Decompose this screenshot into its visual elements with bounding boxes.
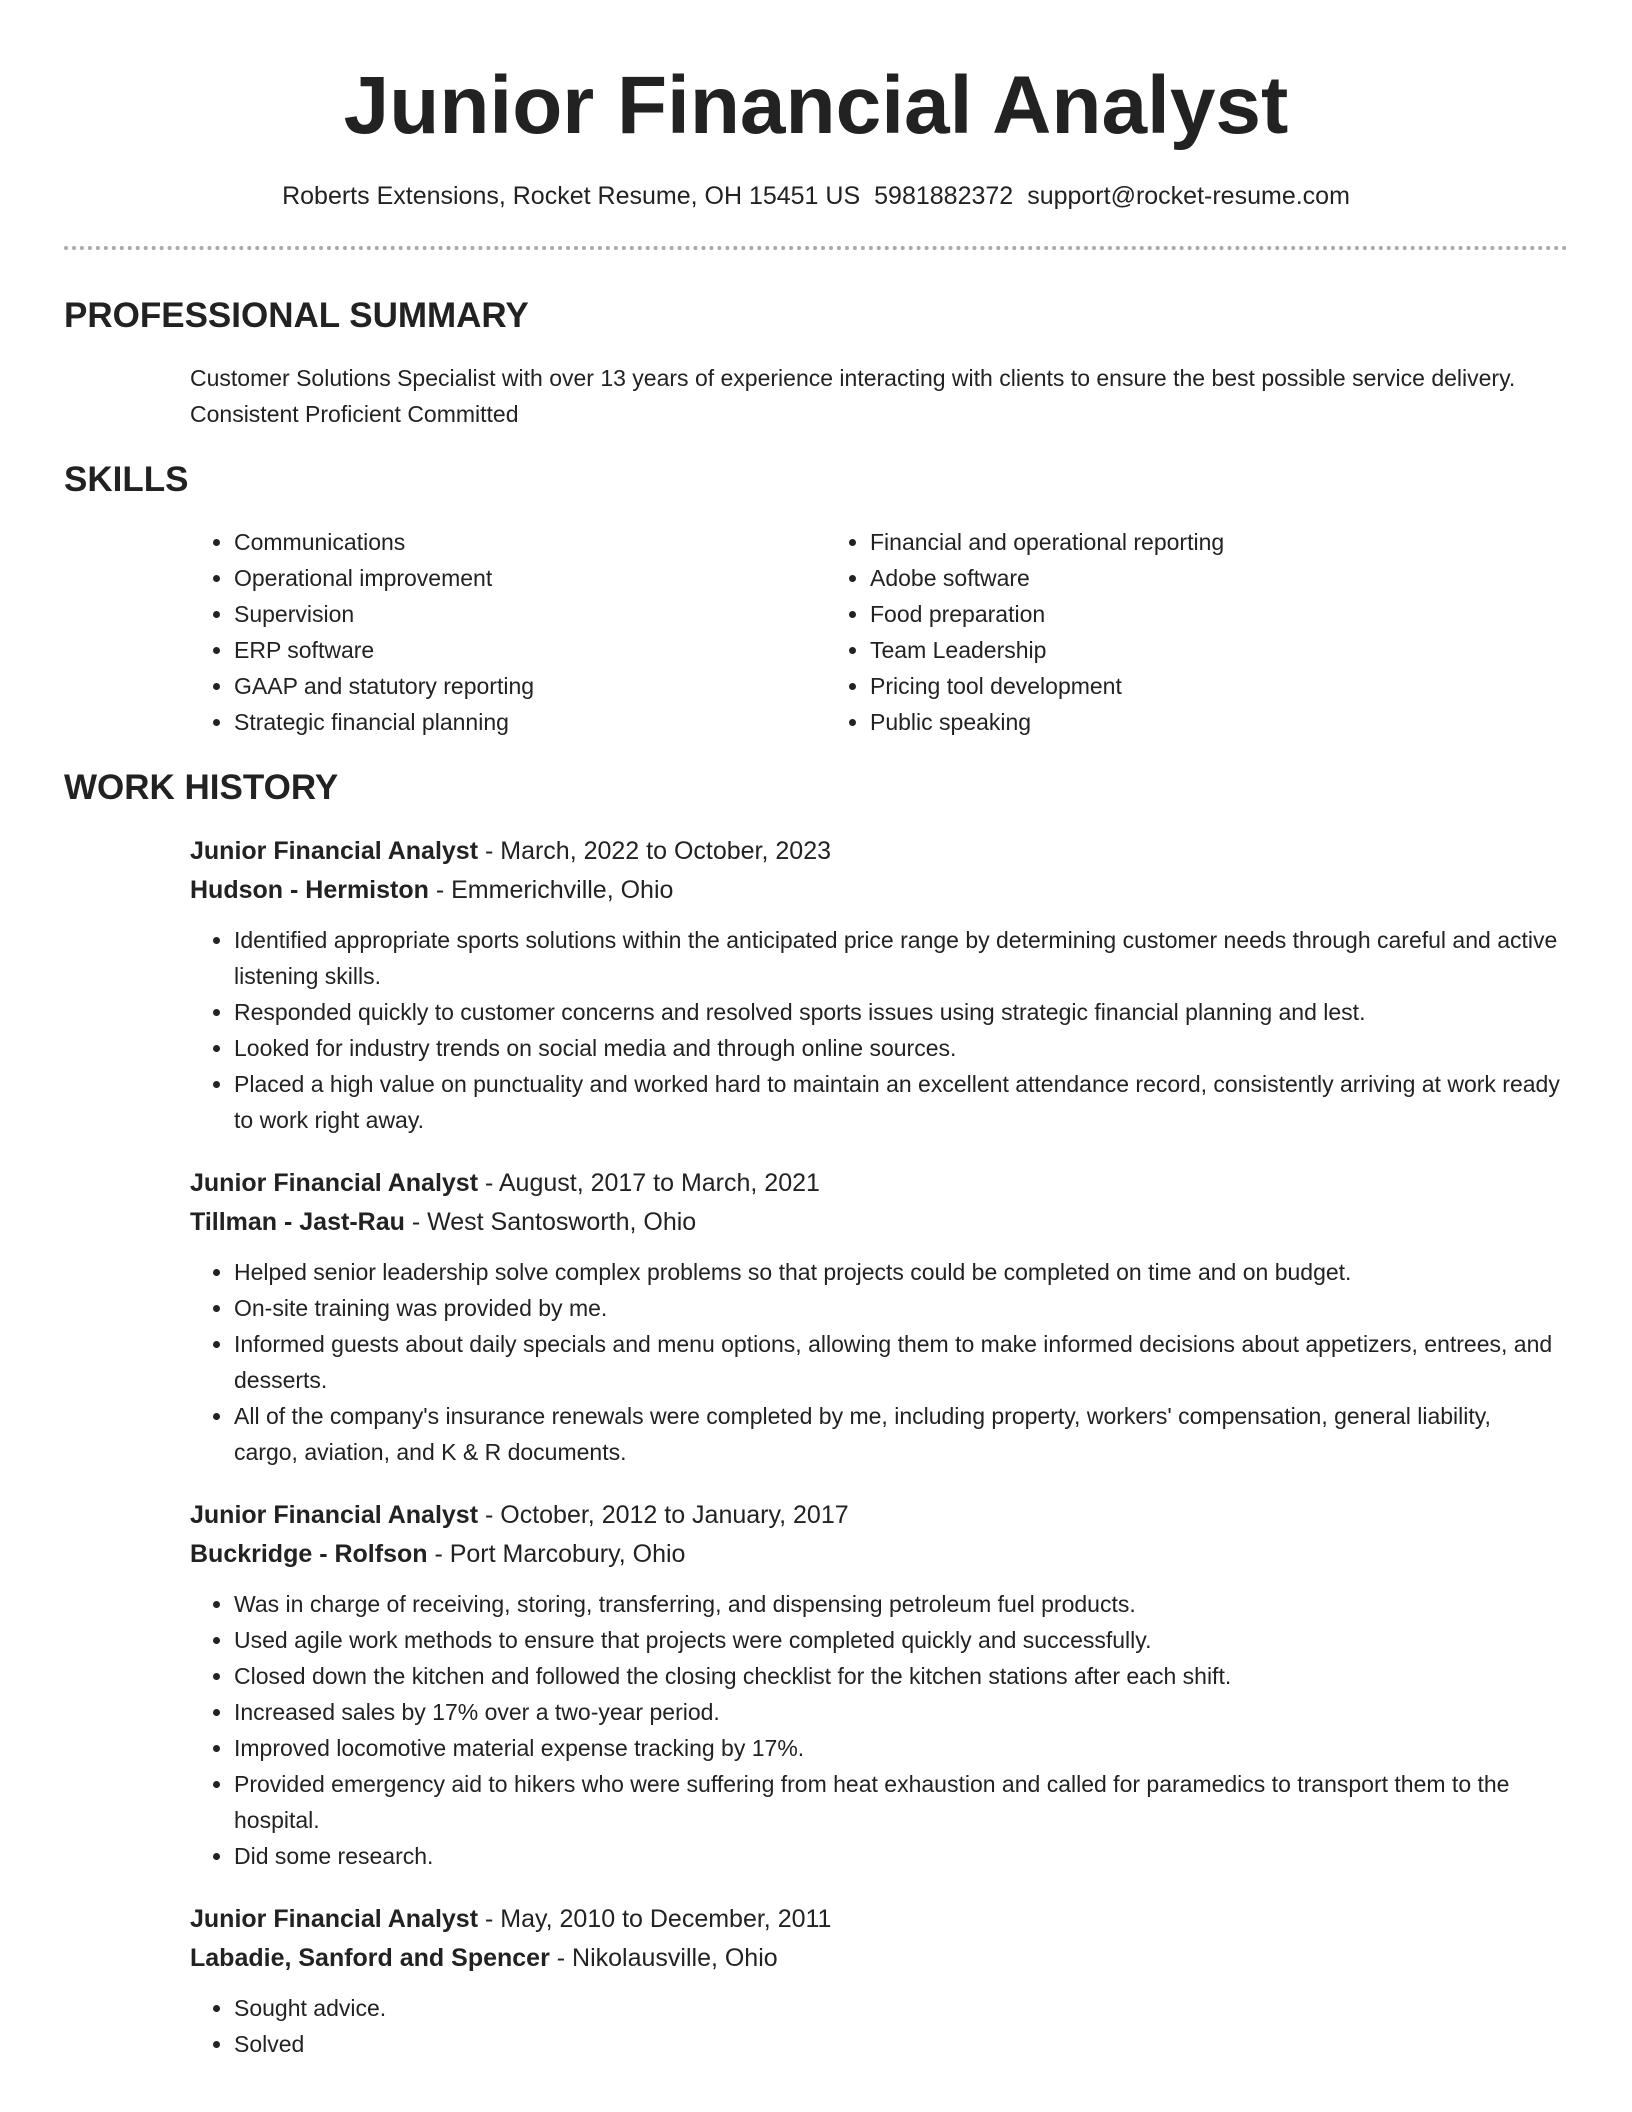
job-role: Junior Financial Analyst (190, 1905, 479, 1933)
job-location: - Port Marcobury, Ohio (427, 1540, 686, 1568)
contact-email: support@rocket-resume.com (1027, 182, 1350, 210)
skill-item: • Team Leadership (870, 632, 1426, 668)
header-divider (64, 246, 1568, 250)
skill-item: • Supervision (234, 596, 826, 632)
job-entry (190, 1900, 1568, 2062)
skill-item: • Public speaking (870, 704, 1426, 740)
section-title-summary: PROFESSIONAL SUMMARY (64, 296, 529, 335)
skills-column-left (190, 524, 826, 740)
job-bullet: • Placed a high value on punctuality and worked hard to maintain an excellent attendance record, consistently arriving at work ready to work right away. (234, 1066, 1568, 1138)
resume-name: Junior Financial Analyst (343, 60, 1289, 151)
job-bullets (190, 922, 1568, 1138)
job-bullet: • Provided emergency aid to hikers who were suffering from heat exhaustion and called for paramedics to transport them to the hospital. (234, 1766, 1568, 1838)
job-bullets (190, 1254, 1568, 1470)
section-title-work-history: WORK HISTORY (64, 768, 339, 807)
job-bullet: • Looked for industry trends on social media and through online sources. (234, 1030, 1568, 1066)
skill-item: • Operational improvement (234, 560, 826, 596)
job-dates: - August, 2017 to March, 2021 (478, 1169, 820, 1197)
job-dates: - May, 2010 to December, 2011 (478, 1905, 832, 1933)
job-bullet: • Used agile work methods to ensure that projects were completed quickly and successfully. (234, 1622, 1568, 1658)
job-title-line (190, 1496, 1568, 1535)
contact-phone: 5981882372 (874, 182, 1014, 210)
job-company: Tillman - Jast-Rau (190, 1208, 405, 1236)
job-bullet: • On-site training was provided by me. (234, 1290, 1568, 1326)
job-bullet: • Responded quickly to customer concerns and resolved sports issues using strategic financial planning and lest. (234, 994, 1568, 1030)
job-dates: - March, 2022 to October, 2023 (478, 837, 832, 865)
skills-grid (190, 524, 1568, 740)
job-location: - West Santosworth, Ohio (404, 1208, 697, 1236)
job-role: Junior Financial Analyst (190, 1501, 479, 1529)
skill-item: • Adobe software (870, 560, 1426, 596)
job-bullet: • Closed down the kitchen and followed the closing checklist for the kitchen stations after each shift. (234, 1658, 1568, 1694)
job-bullet: • Informed guests about daily specials and menu options, allowing them to make informed decisions about appetizers, entrees, and desserts. (234, 1326, 1568, 1398)
job-bullet: • Helped senior leadership solve complex problems so that projects could be completed on time and on budget. (234, 1254, 1568, 1290)
job-dates: - October, 2012 to January, 2017 (478, 1501, 849, 1529)
contact-address: Roberts Extensions, Rocket Resume, OH 15451 US (282, 182, 861, 210)
skill-item: • ERP software (234, 632, 826, 668)
contact-line (64, 178, 1568, 214)
job-bullet: • Solved (234, 2026, 1568, 2062)
job-company-line (190, 871, 1568, 910)
skill-item: • Food preparation (870, 596, 1426, 632)
skill-item: • Financial and operational reporting (870, 524, 1426, 560)
skill-item: • GAAP and statutory reporting (234, 668, 826, 704)
section-title-skills: SKILLS (64, 460, 189, 499)
job-location: - Nikolausville, Ohio (549, 1944, 778, 1972)
job-bullet: • Was in charge of receiving, storing, transferring, and dispensing petroleum fuel products. (234, 1586, 1568, 1622)
skill-item: • Communications (234, 524, 826, 560)
job-company-line (190, 1535, 1568, 1574)
job-bullet: • Improved locomotive material expense tracking by 17%. (234, 1730, 1568, 1766)
job-company: Labadie, Sanford and Spencer (190, 1944, 550, 1972)
job-bullet: • Increased sales by 17% over a two-year period. (234, 1694, 1568, 1730)
job-bullets (190, 1586, 1568, 1874)
job-bullet: • Identified appropriate sports solutions within the anticipated price range by determining customer needs through careful and active listening skills. (234, 922, 1568, 994)
job-title-line (190, 1164, 1568, 1203)
skill-item: • Strategic financial planning (234, 704, 826, 740)
job-company-line (190, 1939, 1568, 1978)
job-title-line (190, 832, 1568, 871)
job-bullets (190, 1990, 1568, 2062)
job-entry (190, 1164, 1568, 1470)
job-company: Hudson - Hermiston (190, 876, 429, 904)
skill-item: • Pricing tool development (870, 668, 1426, 704)
job-title-line (190, 1900, 1568, 1939)
skills-column-right (826, 524, 1426, 740)
job-role: Junior Financial Analyst (190, 1169, 479, 1197)
job-entry (190, 1496, 1568, 1874)
summary-text: Customer Solutions Specialist with over 13 years of experience interacting with clients to ensure the best possible service delivery. Consistent Proficient Committed (190, 365, 1516, 427)
job-company: Buckridge - Rolfson (190, 1540, 428, 1568)
job-entry (190, 832, 1568, 1138)
job-bullet: • All of the company's insurance renewals were completed by me, including property, workers' compensation, general liability, cargo, aviation, and K & R documents. (234, 1398, 1568, 1470)
job-role: Junior Financial Analyst (190, 837, 479, 865)
job-bullet: • Sought advice. (234, 1990, 1568, 2026)
job-location: - Emmerichville, Ohio (428, 876, 674, 904)
job-company-line (190, 1203, 1568, 1242)
job-bullet: • Did some research. (234, 1838, 1568, 1874)
